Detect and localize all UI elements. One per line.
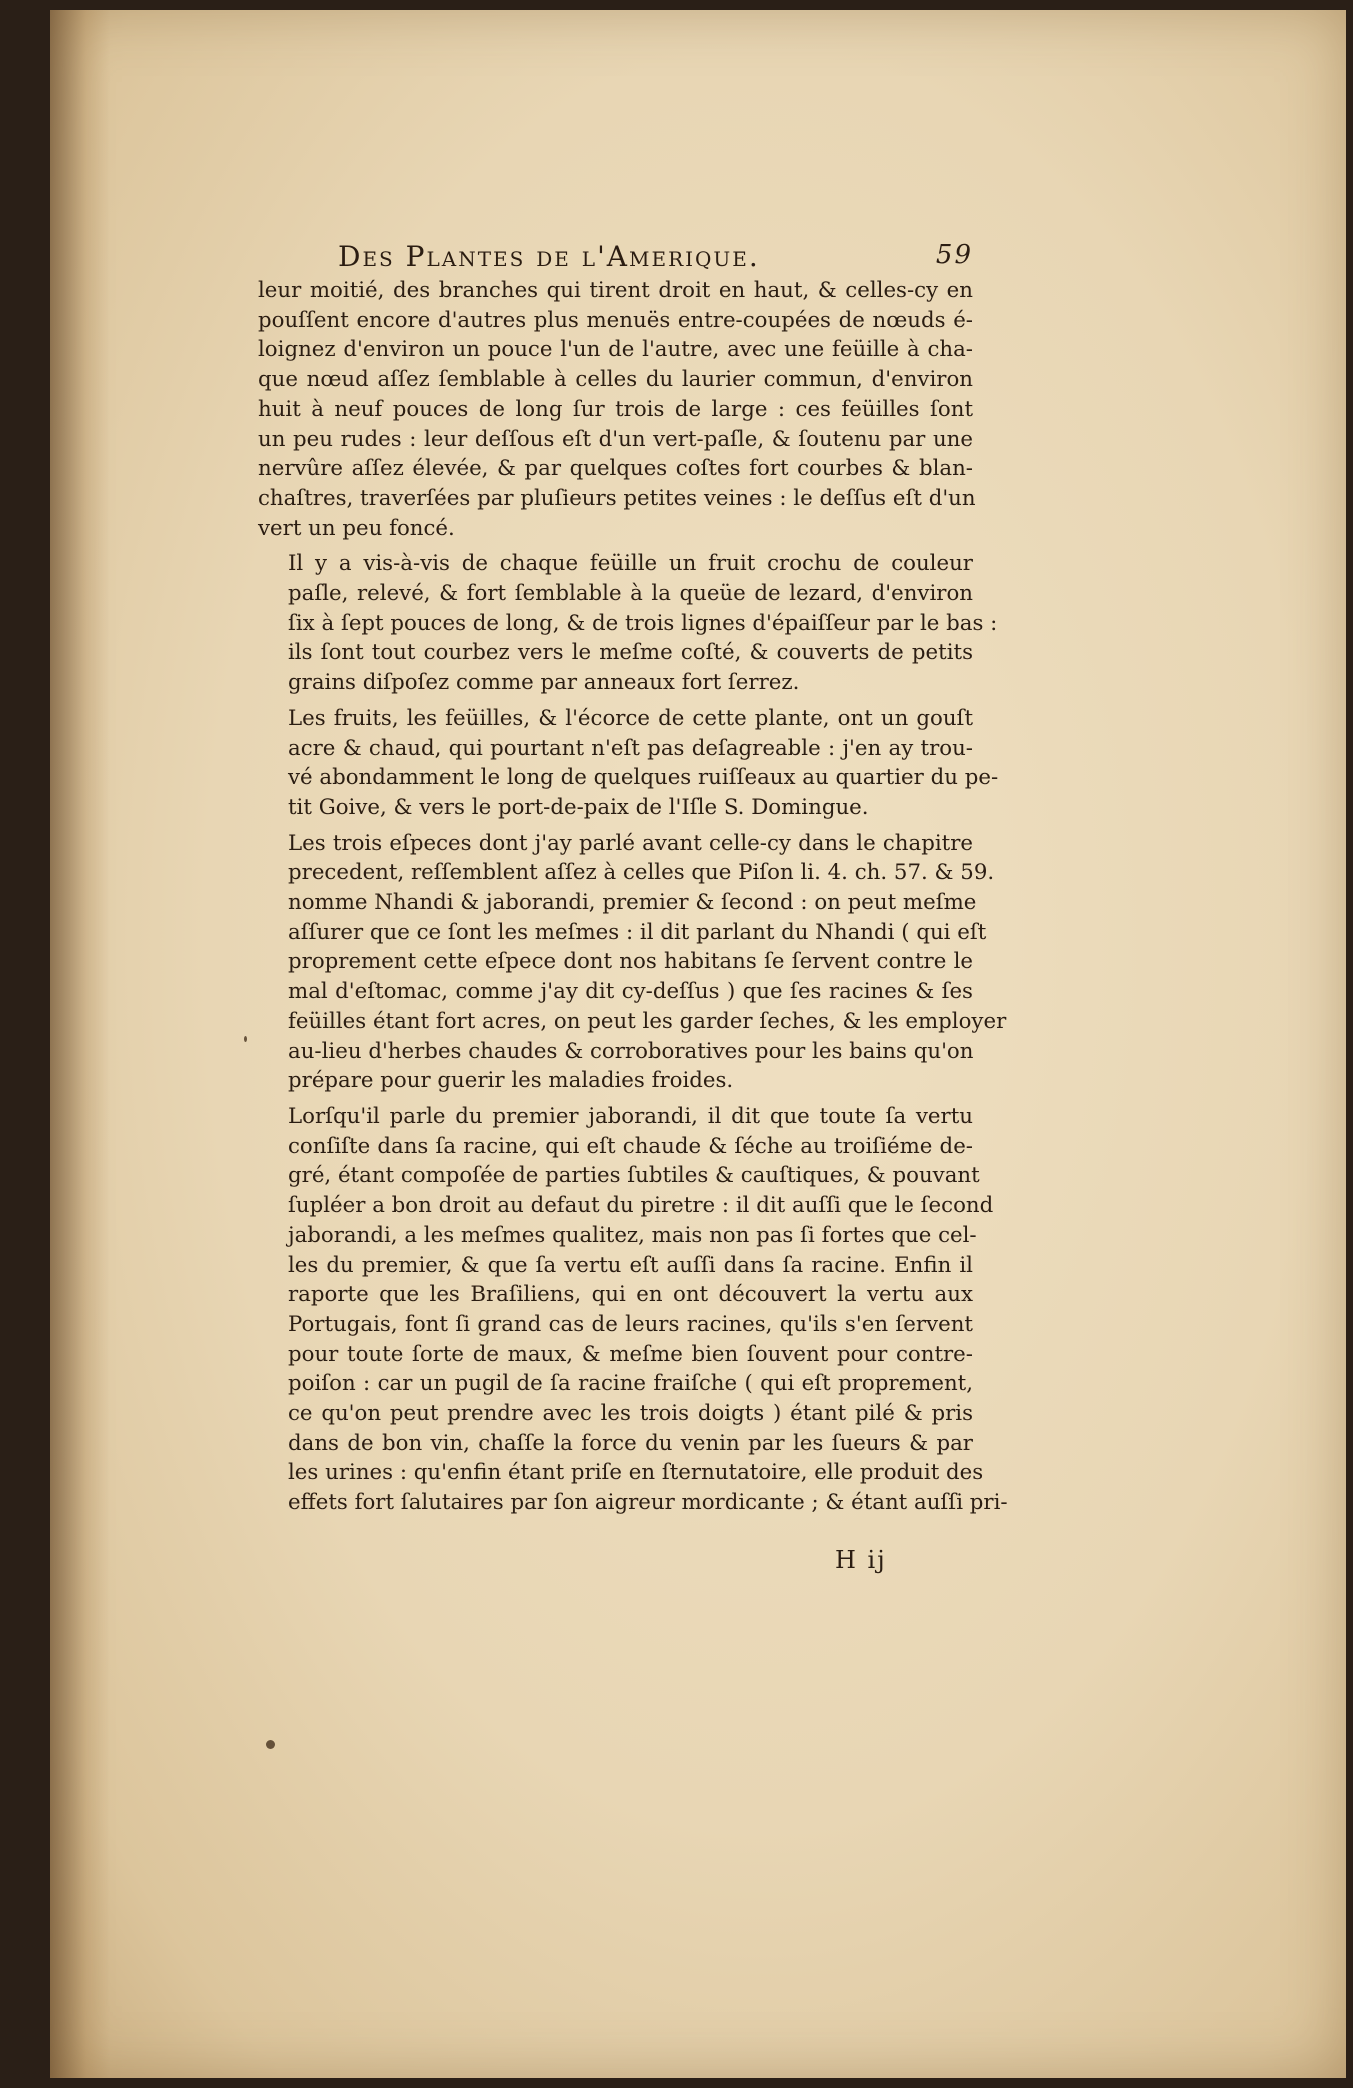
text-line: prépare pour guerir les maladies froides. [288,1068,734,1094]
text-line: ſix à ſept pouces de long, & de trois lignes d'épaiſſeur par le bas : [288,610,998,636]
text-line: que nœud aſſez ſemblable à celles du laurier commun, d'environ [258,367,973,393]
running-head-title: Des Plantes de l'Amerique. [338,240,760,273]
text-line: gré, étant compoſée de parties ſubtiles & cauſtiques, & pouvant [288,1163,980,1189]
text-line: pour toute ſorte de maux, & meſme bien ſouvent pour contre- [288,1341,973,1367]
text-line: ſupléer a bon droit au defaut du piretre : il dit auſſi que le ſecond [288,1193,994,1219]
text-line: Portugais, font ſi grand cas de leurs racines, qu'ils s'en ſervent [288,1311,973,1337]
text-line: proprement cette eſpece dont nos habitans ſe ſervent contre le [288,949,973,975]
text-line: un peu rudes : leur deſſous eſt d'un vert-paſle, & ſoutenu par une [258,426,973,452]
text-line: ce qu'on peut prendre avec les trois doigts ) étant pilé & pris [288,1401,973,1427]
text-line: nervûre aſſez élevée, & par quelques coſtes fort courbes & blan- [258,456,973,482]
text-line: ils ſont tout courbez vers le meſme coſté, & couverts de petits [288,640,973,666]
text-line: conſiſte dans ſa racine, qui eſt chaude & ſéche au troiſiéme de- [288,1133,973,1159]
paragraph-4 [258,829,1007,1096]
text-line: paſle, relevé, & fort ſemblable à la queüe de lezard, d'environ [288,581,973,607]
paragraph-5 [258,1102,1008,1518]
text-line: precedent, reſſemblent aſſez à celles que Piſon li. 4. ch. 57. & 59. [288,860,995,886]
text-line: pouſſent encore d'autres plus menuës entre-coupées de nœuds é- [258,307,973,333]
text-line: mal d'eſtomac, comme j'ay dit cy-deſſus ) que ſes racines & ſes [288,979,973,1005]
text-line: les urines : qu'enfin étant priſe en ſternutatoire, elle produit des [288,1460,984,1486]
text-line: leur moitié, des branches qui tirent droit en haut, & celles-cy en [258,278,973,303]
running-head [258,240,973,276]
text-line: vé abondamment le long de quelques ruiſſeaux au quartier du pe- [288,765,999,791]
paragraph-3 [258,704,999,823]
text-line: loignez d'environ un pouce l'un de l'autre, avec une feüille à cha- [258,337,973,363]
text-line: Les fruits, les feüilles, & l'écorce de cette plante, ont un gouſt [288,705,973,731]
text-line: huit à neuf pouces de long ſur trois de large : ces feüilles ſont [258,396,973,422]
page-number: 59 [935,240,973,270]
text-line: tit Goive, & vers le port-de-paix de l'Iſle S. Domingue. [288,794,869,820]
text-line: Il y a vis-à-vis de chaque feüille un fruit crochu de couleur [288,551,973,577]
page-gutter-shadow [50,10,110,2078]
signature-mark: H ij [835,1546,887,1574]
text-line: dans de bon vin, chaſſe la force du venin par les ſueurs & par [288,1430,973,1456]
text-line: Lorſqu'il parle du premier jaborandi, il dit que toute ſa vertu [288,1103,973,1129]
paragraph-2 [258,549,998,698]
ink-spot [266,1740,275,1749]
text-line: effets fort ſalutaires par ſon aigreur mordicante ; & étant auſſi pri- [288,1490,1008,1516]
text-line: chaſtres, traverſées par pluſieurs petites veines : le deſſus eſt d'un [258,485,976,511]
text-line: les du premier, & que ſa vertu eſt auſſi dans ſa racine. Enfin il [288,1252,973,1278]
text-line: acre & chaud, qui pourtant n'eſt pas deſagreable : j'en ay trou- [288,735,973,761]
text-line: feüilles étant fort acres, on peut les garder ſeches, & les employer [288,1008,1007,1034]
text-block [258,240,1008,1518]
text-line: au-lieu d'herbes chaudes & corroboratives pour les bains qu'on [288,1038,974,1064]
text-line: poiſon : car un pugil de ſa racine fraiſche ( qui eſt proprement, [288,1371,973,1397]
text-line: nomme Nhandi & jaborandi, premier & ſecond : on peut meſme [288,890,977,916]
ink-spot [244,1036,247,1042]
text-line: aſſurer que ce ſont les meſmes : il dit parlant du Nhandi ( qui eſt [288,919,987,945]
text-line: grains diſpoſez comme par anneaux fort ſerrez. [288,670,800,696]
text-line: jaborandi, a les meſmes qualitez, mais non pas ſi fortes que cel- [288,1222,977,1248]
paragraph-1 [258,276,976,543]
text-line: raporte que les Braſiliens, qui en ont découvert la vertu aux [288,1282,973,1308]
text-line: Les trois eſpeces dont j'ay parlé avant celle-cy dans le chapitre [288,830,973,856]
text-line: vert un peu foncé. [258,515,455,541]
